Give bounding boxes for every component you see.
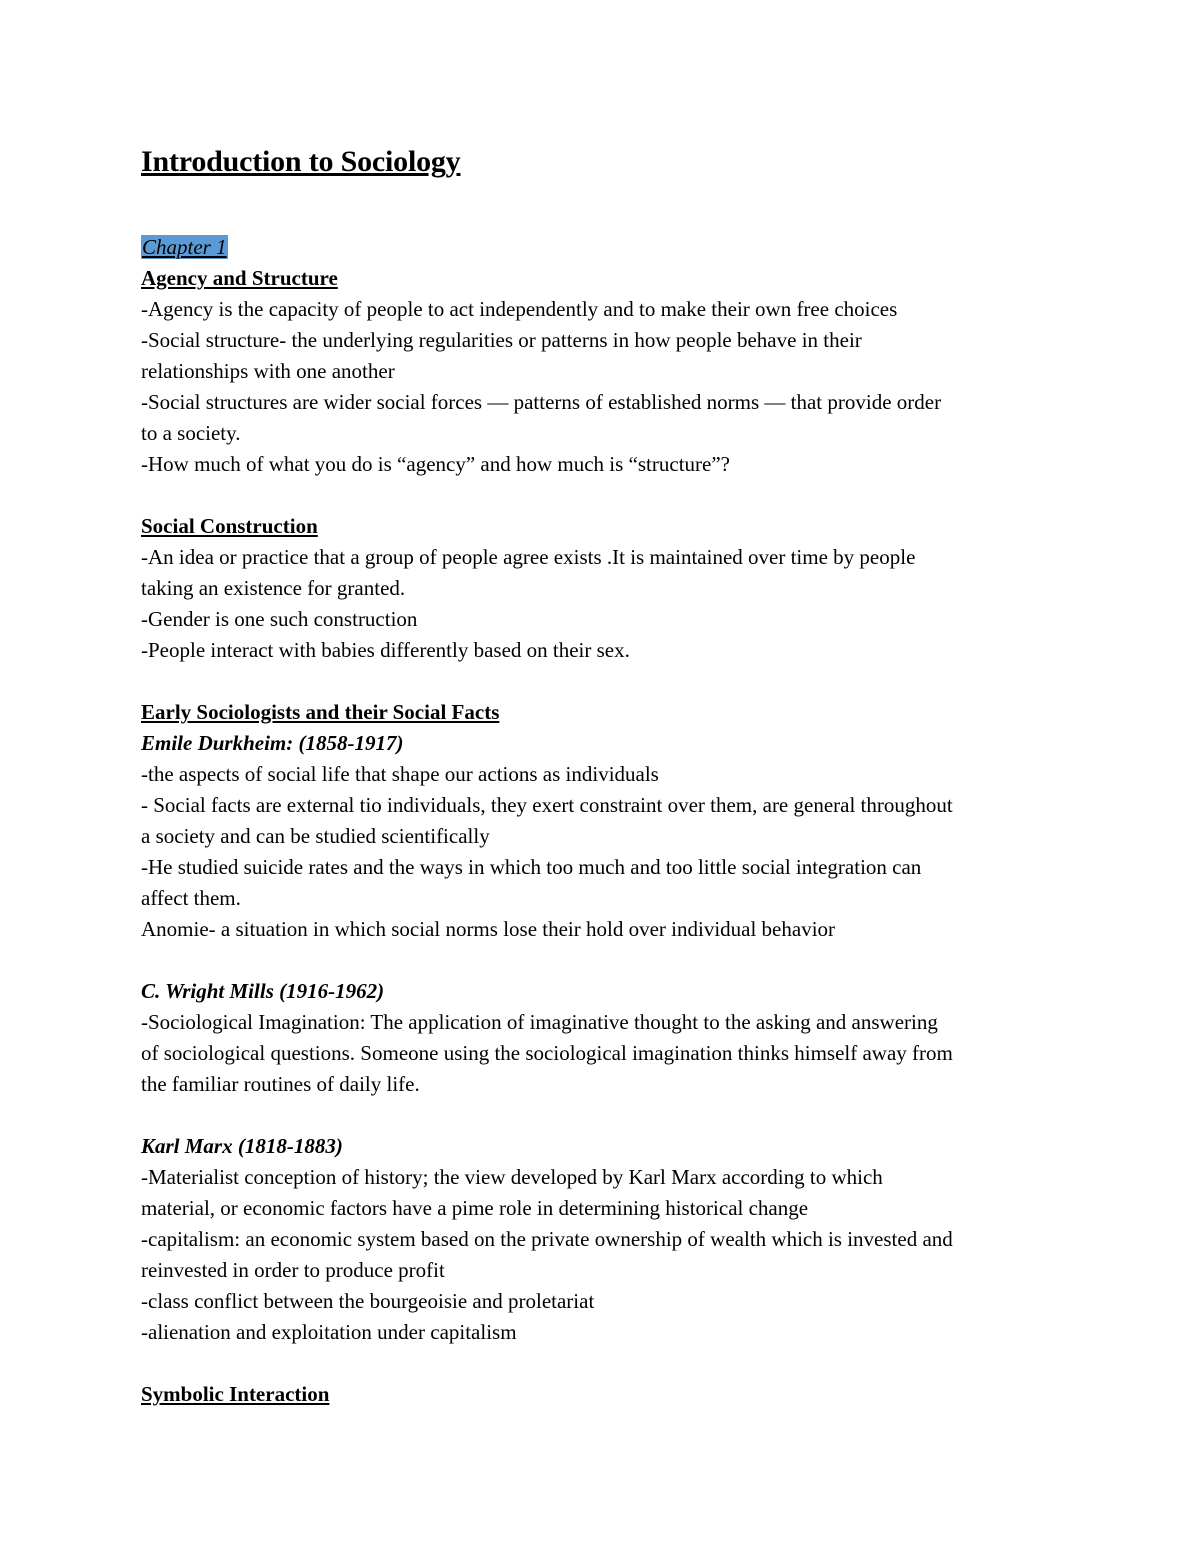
body-line: material, or economic factors have a pime role in determining historical change — [141, 1196, 809, 1220]
document-title: Introduction to Sociology — [141, 145, 461, 178]
spacer — [141, 666, 1061, 697]
body-line: -People interact with babies differently based on their sex. — [141, 638, 630, 662]
subheading-durkheim: Emile Durkheim: (1858-1917) — [141, 731, 404, 755]
body-line: -He studied suicide rates and the ways in which too much and too little social integration can — [141, 855, 922, 879]
body-line: -the aspects of social life that shape our actions as individuals — [141, 762, 659, 786]
body-line: a society and can be studied scientifically — [141, 824, 490, 848]
section-heading-symbolic-interaction: Symbolic Interaction — [141, 1382, 330, 1406]
spacer — [141, 1348, 1061, 1379]
body-line: affect them. — [141, 886, 241, 910]
body-line: Anomie- a situation in which social norms lose their hold over individual behavior — [141, 917, 836, 941]
body-line: -Sociological Imagination: The application of imaginative thought to the asking and answering — [141, 1010, 938, 1034]
body-line: -An idea or practice that a group of people agree exists .It is maintained over time by people — [141, 545, 916, 569]
body-line: to a society. — [141, 421, 241, 445]
subheading-marx: Karl Marx (1818-1883) — [141, 1134, 343, 1158]
section-heading-social-construction: Social Construction — [141, 514, 318, 538]
body-line: -How much of what you do is “agency” and how much is “structure”? — [141, 452, 730, 476]
chapter-label-line — [141, 232, 1061, 263]
body-line: -Gender is one such construction — [141, 607, 418, 631]
body-line: - Social facts are external tio individuals, they exert constraint over them, are general throughout — [141, 793, 953, 817]
body-line: of sociological questions. Someone using the sociological imagination thinks himself away from — [141, 1041, 953, 1065]
body-line: -Social structures are wider social forces — patterns of established norms — that provide order — [141, 390, 942, 414]
body-line: -Agency is the capacity of people to act independently and to make their own free choices — [141, 297, 898, 321]
body-line: reinvested in order to produce profit — [141, 1258, 445, 1282]
body-line: -Social structure- the underlying regularities or patterns in how people behave in their — [141, 328, 862, 352]
body-line: -Materialist conception of history; the view developed by Karl Marx according to which — [141, 1165, 883, 1189]
subheading-mills: C. Wright Mills (1916-1962) — [141, 979, 385, 1003]
chapter-label: Chapter 1 — [142, 235, 227, 259]
spacer — [141, 480, 1061, 511]
spacer — [141, 1100, 1061, 1131]
section-heading-agency-structure: Agency and Structure — [141, 266, 338, 290]
body-line: -capitalism: an economic system based on the private ownership of wealth which is invested and — [141, 1227, 953, 1251]
body-line: -alienation and exploitation under capitalism — [141, 1320, 517, 1344]
spacer — [141, 945, 1061, 976]
body-line: relationships with one another — [141, 359, 395, 383]
section-heading-early-sociologists: Early Sociologists and their Social Facts — [141, 700, 500, 724]
body-line: -class conflict between the bourgeoisie and proletariat — [141, 1289, 595, 1313]
body-line: taking an existence for granted. — [141, 576, 406, 600]
body-line: the familiar routines of daily life. — [141, 1072, 420, 1096]
document-page — [141, 140, 1061, 1410]
